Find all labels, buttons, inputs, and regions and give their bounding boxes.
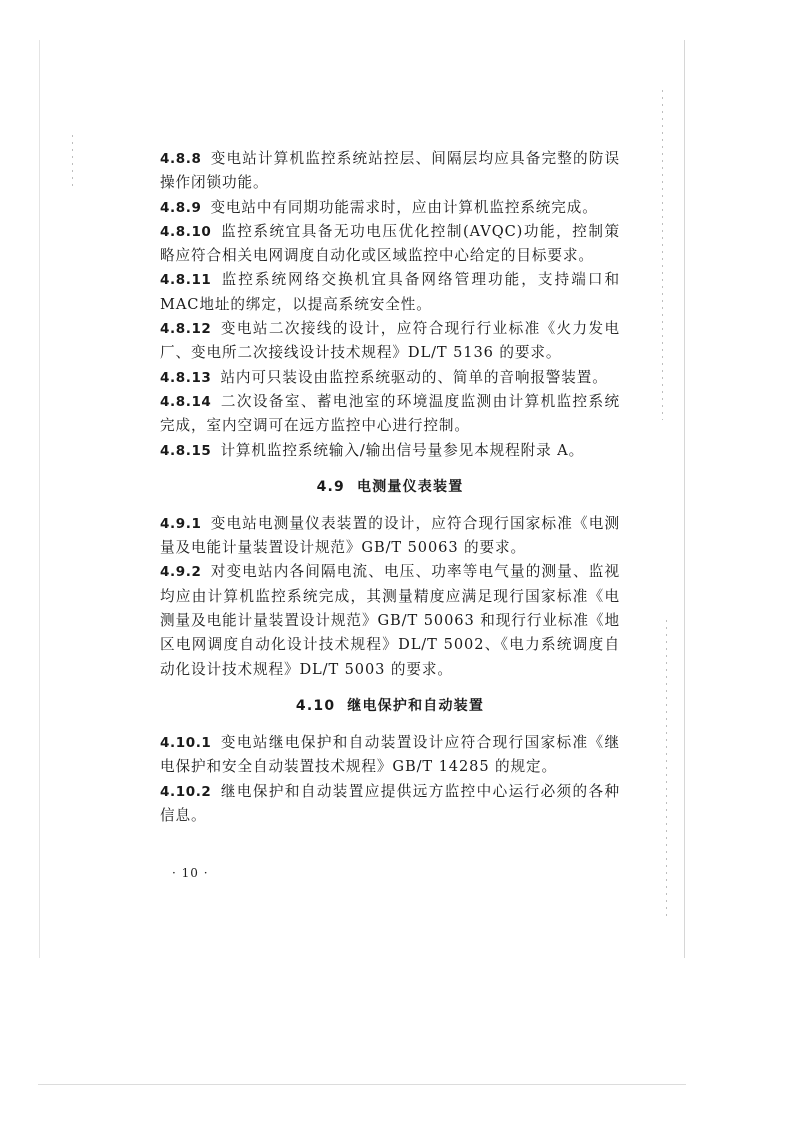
clause-4-8-9 [160,196,620,220]
clause-number: 4.8.12 [160,321,212,338]
page-scan-edge-left [39,40,40,958]
scan-noise [72,135,73,190]
clause-4-8-14 [160,390,620,439]
clause-text: 监控系统宜具备无功电压优化控制(AVQC)功能，控制策略应符合相关电网调度自动化或区域监控中心给定的目标要求。 [160,222,620,265]
clause-text: 二次设备室、蓄电池室的环境温度监测由计算机监控系统完成，室内空调可在远方监控中心进行控制。 [160,392,620,435]
clause-text: 计算机监控系统输入/输出信号量参见本规程附录 A。 [220,441,585,459]
clause-text: 对变电站内各间隔电流、电压、功率等电气量的测量、监视均应由计算机监控系统完成，其测量精度应满足现行国家标准《电测量及电能计量装置设计规范》GB/T 50063 和现行行业标准《地区电网调度自动化设计技术规程》DL/T 5002、《电力系统调度自动化设计技术规程》DL/T 5003 的要求。 [160,563,620,678]
clause-4-8-8 [160,147,620,196]
clause-text: 变电站继电保护和自动装置设计应符合现行国家标准《继电保护和安全自动装置技术规程》GB/T 14285 的规定。 [160,733,620,776]
clause-number: 4.8.13 [160,369,212,386]
document-body [160,147,620,828]
clause-4-10-1 [160,731,620,780]
clause-number: 4.9.1 [160,515,202,532]
clause-4-8-11 [160,268,620,317]
section-heading-4-9 [160,475,620,499]
clause-text: 变电站电测量仪表装置的设计，应符合现行国家标准《电测量及电能计量装置设计规范》GB/T 50063 的要求。 [160,514,620,557]
clause-4-9-2 [160,560,620,681]
clause-4-8-13 [160,366,620,390]
clause-4-8-12 [160,317,620,366]
page-number: · 10 · [172,866,209,880]
section-title: 继电保护和自动装置 [347,697,485,714]
clause-text: 变电站中有同期功能需求时，应由计算机监控系统完成。 [210,198,598,216]
clause-4-10-2 [160,780,620,829]
clause-number: 4.8.15 [160,442,212,459]
clause-text: 变电站计算机监控系统站控层、间隔层均应具备完整的防误操作闭锁功能。 [160,150,620,192]
section-number: 4.9 [316,478,345,495]
section-heading-4-10 [160,694,620,718]
clause-number: 4.8.10 [160,223,212,240]
scan-noise [666,620,667,920]
clause-number: 4.10.2 [160,783,212,800]
section-title: 电测量仪表装置 [357,478,464,495]
clause-text: 变电站二次接线的设计，应符合现行行业标准《火力发电厂、变电所二次接线设计技术规程》DL/T 5136 的要求。 [160,320,620,362]
scan-noise [662,90,663,420]
page-scan-edge-right [684,40,685,958]
bottom-rule [38,1084,686,1085]
clause-number: 4.10.1 [160,734,212,751]
clause-number: 4.8.14 [160,393,212,410]
clause-4-8-15 [160,439,620,463]
clause-number: 4.9.2 [160,564,202,581]
clause-text: 监控系统网络交换机宜具备网络管理功能，支持端口和MAC地址的绑定，以提高系统安全性。 [160,271,620,313]
clause-number: 4.8.11 [160,272,212,289]
clause-number: 4.8.9 [160,199,202,216]
clause-4-9-1 [160,512,620,561]
clause-number: 4.8.8 [160,151,202,167]
clause-text: 继电保护和自动装置应提供远方监控中心运行必须的各种信息。 [160,782,620,824]
clause-4-8-10 [160,220,620,269]
clause-text: 站内可只装设由监控系统驱动的、简单的音响报警装置。 [220,368,608,386]
section-number: 4.10 [295,697,336,714]
